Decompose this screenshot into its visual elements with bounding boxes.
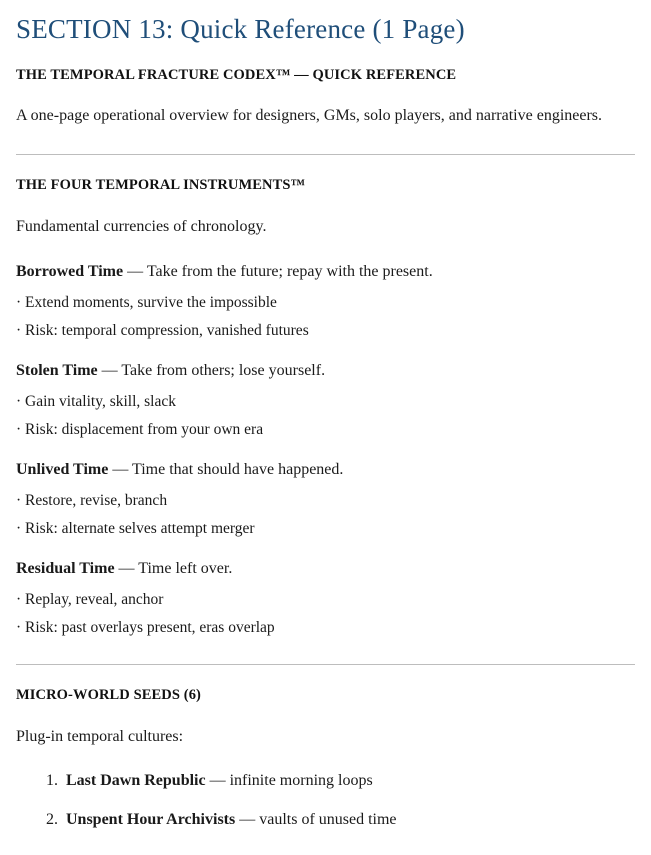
list-item xyxy=(62,769,635,794)
instrument-entry xyxy=(16,260,635,343)
instruments-heading: THE FOUR TEMPORAL INSTRUMENTS™ xyxy=(16,177,306,194)
instrument-bullet: · Extend moments, survive the impossible xyxy=(16,293,277,311)
instrument-bullet: · Risk: past overlays present, eras overlap xyxy=(16,618,275,636)
instrument-bullet: · Restore, revise, branch xyxy=(16,491,168,509)
instrument-entry xyxy=(16,557,635,640)
instrument-definition: — Take from the future; repay with the present. xyxy=(127,262,433,280)
seed-name: Unspent Hour Archivists xyxy=(66,811,236,829)
instrument-bullet: · Risk: temporal compression, vanished futures xyxy=(16,321,309,339)
instrument-name: Borrowed Time xyxy=(16,262,124,280)
page-title: SECTION 13: Quick Reference (1 Page) xyxy=(16,14,465,44)
seed-description: — infinite morning loops xyxy=(209,772,373,790)
section-divider-2 xyxy=(16,664,635,665)
section-divider-1 xyxy=(16,154,635,155)
instrument-bullet: · Replay, reveal, anchor xyxy=(16,590,164,608)
instrument-title-line xyxy=(16,359,635,383)
instrument-name: Unlived Time xyxy=(16,460,109,478)
instrument-bullet: · Risk: alternate selves attempt merger xyxy=(16,519,255,537)
seed-list xyxy=(16,769,635,833)
instrument-name: Stolen Time xyxy=(16,361,98,379)
instrument-definition: — Take from others; lose yourself. xyxy=(101,361,326,379)
instrument-entry xyxy=(16,458,635,541)
instruments-lead: Fundamental currencies of chronology. xyxy=(16,218,267,236)
instrument-title-line xyxy=(16,458,635,482)
seeds-heading: MICRO-WORLD SEEDS (6) xyxy=(16,686,201,703)
instrument-title-line xyxy=(16,557,635,581)
seed-name: Last Dawn Republic xyxy=(66,772,206,790)
instrument-definition: — Time that should have happened. xyxy=(112,460,344,478)
instrument-definition: — Time left over. xyxy=(118,559,233,577)
instrument-bullet: · Gain vitality, skill, slack xyxy=(16,392,176,410)
instrument-name: Residual Time xyxy=(16,559,115,577)
intro-paragraph: A one-page operational overview for designers, GMs, solo players, and narrative engineers. xyxy=(16,107,603,125)
seed-description: — vaults of unused time xyxy=(239,811,397,829)
list-item xyxy=(62,808,635,833)
document-subtitle: THE TEMPORAL FRACTURE CODEX™ — QUICK REFERENCE xyxy=(16,67,457,84)
seeds-lead: Plug-in temporal cultures: xyxy=(16,727,184,745)
instrument-entry xyxy=(16,359,635,442)
instrument-title-line xyxy=(16,260,635,284)
instrument-bullet: · Risk: displacement from your own era xyxy=(16,420,264,438)
